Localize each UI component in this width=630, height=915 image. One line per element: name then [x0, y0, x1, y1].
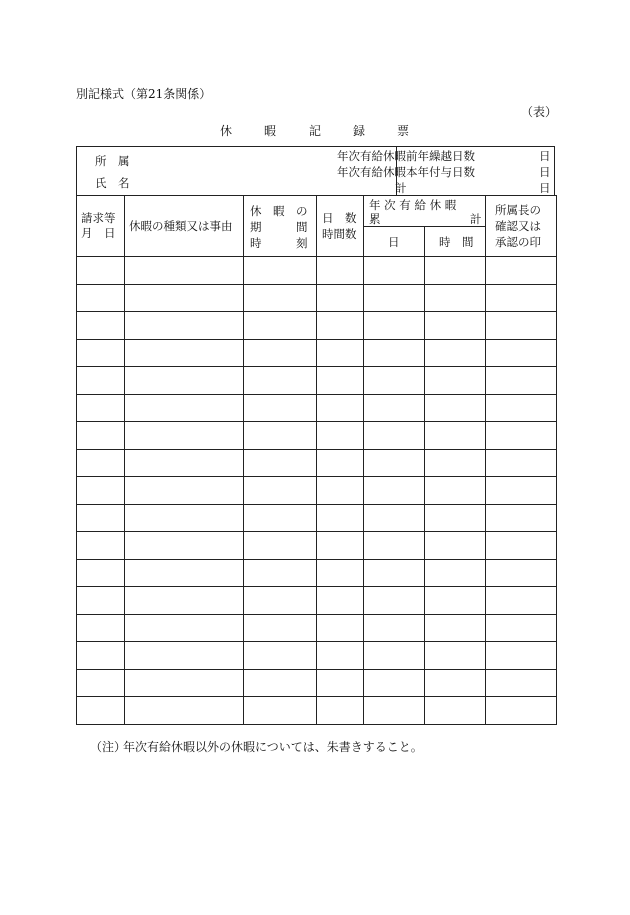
entry-cell[interactable] — [125, 339, 244, 367]
header-text: 承認の印 — [495, 235, 541, 249]
entry-cell[interactable] — [425, 559, 486, 587]
entry-cell[interactable] — [317, 422, 364, 450]
entry-cell[interactable] — [125, 477, 244, 505]
header-text: 月 日 — [81, 226, 116, 240]
header-row-1 — [77, 196, 557, 227]
sub-day-header — [364, 227, 425, 257]
entry-cell[interactable] — [486, 284, 557, 312]
title-char: 録 — [353, 124, 366, 138]
table-row — [77, 394, 557, 422]
entry-cell[interactable] — [486, 339, 557, 367]
entry-cell[interactable] — [244, 394, 317, 422]
entry-cell[interactable] — [244, 257, 317, 285]
header-text: 時 刻 — [250, 236, 308, 250]
table-row — [77, 587, 557, 615]
entry-cell[interactable] — [125, 367, 244, 395]
entry-cell[interactable] — [77, 257, 125, 285]
entry-cell[interactable] — [425, 642, 486, 670]
entry-cell[interactable] — [364, 394, 425, 422]
header-text: 休 暇 の — [250, 204, 308, 218]
sub-hours-header — [425, 227, 486, 257]
table-row — [77, 312, 557, 340]
entry-cell[interactable] — [317, 394, 364, 422]
entry-cell[interactable] — [486, 449, 557, 477]
form-reference: 別記様式（第21条関係） — [76, 87, 212, 101]
entry-cell[interactable] — [364, 339, 425, 367]
entry-cell[interactable] — [317, 669, 364, 697]
entry-cell[interactable] — [125, 394, 244, 422]
entry-cell[interactable] — [364, 312, 425, 340]
entry-cell[interactable] — [125, 532, 244, 560]
col-leave-type-header — [125, 196, 244, 257]
total-unit: 日 — [539, 181, 551, 195]
table-row — [77, 339, 557, 367]
entry-cell[interactable] — [317, 697, 364, 725]
entry-cell[interactable] — [425, 669, 486, 697]
entry-cell[interactable] — [125, 697, 244, 725]
entry-cell[interactable] — [77, 312, 125, 340]
col-period-header — [244, 196, 317, 257]
entry-cell[interactable] — [244, 587, 317, 615]
header-text: 確認又は — [495, 219, 541, 233]
entry-cell[interactable] — [364, 367, 425, 395]
entry-cell[interactable] — [425, 284, 486, 312]
table-row — [77, 532, 557, 560]
entry-cell[interactable] — [244, 504, 317, 532]
table-row — [77, 642, 557, 670]
entry-cell[interactable] — [125, 559, 244, 587]
entry-cell[interactable] — [364, 284, 425, 312]
entry-cell[interactable] — [425, 614, 486, 642]
entry-cell[interactable] — [486, 587, 557, 615]
entry-cell[interactable] — [77, 394, 125, 422]
entry-cell[interactable] — [425, 477, 486, 505]
entry-cell[interactable] — [77, 559, 125, 587]
entry-cell[interactable] — [317, 614, 364, 642]
entry-cell[interactable] — [486, 504, 557, 532]
header-text: 所属長の — [495, 203, 541, 217]
entry-cell[interactable] — [364, 614, 425, 642]
entry-cell[interactable] — [317, 642, 364, 670]
col-days-header — [317, 196, 364, 257]
entry-cell[interactable] — [486, 422, 557, 450]
entry-cell[interactable] — [364, 504, 425, 532]
entry-cell[interactable] — [486, 394, 557, 422]
entry-cell[interactable] — [77, 422, 125, 450]
header-text: 休暇の種類又は事由 — [129, 219, 233, 233]
entry-cell[interactable] — [77, 339, 125, 367]
entry-cell[interactable] — [244, 532, 317, 560]
entry-cell[interactable] — [244, 669, 317, 697]
title-char: 票 — [397, 124, 410, 138]
entry-cell[interactable] — [317, 284, 364, 312]
entry-cell[interactable] — [486, 532, 557, 560]
total-label: 計 — [395, 181, 407, 195]
entry-cell[interactable] — [364, 642, 425, 670]
title-char: 記 — [309, 124, 322, 138]
entry-cell[interactable] — [77, 477, 125, 505]
table-row — [77, 367, 557, 395]
table-row — [77, 697, 557, 725]
entry-cell[interactable] — [125, 587, 244, 615]
header-text: 時 間 — [439, 235, 474, 249]
table-row — [77, 477, 557, 505]
entry-cell[interactable] — [317, 312, 364, 340]
note-text: 年次有給休暇以外の休暇については、朱書きすること。 — [123, 740, 423, 754]
carryover-label: 年次有給休暇前年繰越日数 — [337, 149, 475, 163]
entry-cell[interactable] — [77, 284, 125, 312]
title-char: 暇 — [264, 124, 277, 138]
entry-cell[interactable] — [486, 367, 557, 395]
entry-cell[interactable] — [77, 532, 125, 560]
entry-cell[interactable] — [317, 477, 364, 505]
entry-cell[interactable] — [125, 284, 244, 312]
entry-cell[interactable] — [425, 394, 486, 422]
entry-cell[interactable] — [244, 697, 317, 725]
entry-cell[interactable] — [486, 477, 557, 505]
carryover-unit: 日 — [539, 149, 551, 163]
entry-cell[interactable] — [425, 257, 486, 285]
table-row — [77, 449, 557, 477]
table-row — [77, 559, 557, 587]
entry-cell[interactable] — [125, 642, 244, 670]
header-text: 請求等 — [81, 211, 116, 225]
entry-cell[interactable] — [244, 367, 317, 395]
entry-cell[interactable] — [364, 257, 425, 285]
entry-cell[interactable] — [486, 257, 557, 285]
entry-cell[interactable] — [77, 504, 125, 532]
entry-cell[interactable] — [364, 559, 425, 587]
entry-cell[interactable] — [125, 422, 244, 450]
table-row — [77, 284, 557, 312]
col-approval-header — [486, 196, 557, 257]
entry-cell[interactable] — [317, 532, 364, 560]
entry-cell[interactable] — [77, 587, 125, 615]
table-row — [77, 614, 557, 642]
entry-cell[interactable] — [244, 477, 317, 505]
header-text: 日 — [388, 235, 400, 249]
entry-cell[interactable] — [77, 449, 125, 477]
current-grant-label: 年次有給休暇本年付与日数 — [337, 165, 475, 179]
entry-cell[interactable] — [364, 532, 425, 560]
entry-cell[interactable] — [244, 284, 317, 312]
entry-cell[interactable] — [77, 669, 125, 697]
entry-cell[interactable] — [125, 614, 244, 642]
entry-cell[interactable] — [244, 614, 317, 642]
entry-cell[interactable] — [364, 449, 425, 477]
affiliation-label: 所 属 — [95, 154, 130, 168]
entry-cell[interactable] — [486, 559, 557, 587]
entry-cell[interactable] — [125, 669, 244, 697]
entry-cell[interactable] — [317, 257, 364, 285]
entry-cell[interactable] — [77, 614, 125, 642]
entry-cell[interactable] — [125, 312, 244, 340]
side-label: （表） — [521, 105, 558, 119]
entry-cell[interactable] — [317, 559, 364, 587]
entry-cell[interactable] — [317, 587, 364, 615]
entry-cell[interactable] — [317, 367, 364, 395]
entry-cell[interactable] — [364, 422, 425, 450]
header-text: 累 — [369, 212, 381, 226]
note-label: （注） — [90, 740, 127, 754]
entry-cell[interactable] — [77, 697, 125, 725]
entry-cell[interactable] — [486, 312, 557, 340]
entry-cell[interactable] — [425, 697, 486, 725]
entry-cell[interactable] — [486, 697, 557, 725]
header-text: 計 — [470, 212, 482, 226]
table-row — [77, 257, 557, 285]
entry-cell[interactable] — [425, 504, 486, 532]
entry-cell[interactable] — [425, 339, 486, 367]
entry-cell[interactable] — [486, 642, 557, 670]
entry-cell[interactable] — [77, 367, 125, 395]
table-row — [77, 422, 557, 450]
entry-cell[interactable] — [364, 669, 425, 697]
entry-cell[interactable] — [425, 367, 486, 395]
entry-cell[interactable] — [486, 614, 557, 642]
entry-cell[interactable] — [486, 669, 557, 697]
entry-cell[interactable] — [425, 532, 486, 560]
entry-cell[interactable] — [364, 477, 425, 505]
leave-record-table — [76, 195, 557, 725]
name-label: 氏 名 — [95, 176, 130, 190]
entry-cell[interactable] — [244, 559, 317, 587]
col-request-date-header — [77, 196, 125, 257]
form-header-box — [76, 146, 555, 196]
current-grant-unit: 日 — [539, 165, 551, 179]
entry-cell[interactable] — [244, 422, 317, 450]
entry-cell[interactable] — [317, 504, 364, 532]
entry-cell[interactable] — [125, 449, 244, 477]
header-text: 日 数 — [322, 211, 357, 225]
header-text: 年 次 有 給 休 暇 — [369, 198, 457, 212]
entry-cell[interactable] — [77, 642, 125, 670]
entry-cell[interactable] — [317, 339, 364, 367]
entry-cell[interactable] — [425, 312, 486, 340]
table-row — [77, 669, 557, 697]
entry-cell[interactable] — [244, 339, 317, 367]
col-cumulative-header — [364, 196, 486, 227]
header-text: 期 間 — [250, 220, 308, 234]
entry-cell[interactable] — [364, 587, 425, 615]
entry-cell[interactable] — [425, 449, 486, 477]
header-text: 時間数 — [322, 227, 357, 241]
entry-cell[interactable] — [244, 312, 317, 340]
entry-cell[interactable] — [317, 449, 364, 477]
entry-cell[interactable] — [244, 642, 317, 670]
table-row — [77, 504, 557, 532]
entry-cell[interactable] — [244, 449, 317, 477]
entry-cell[interactable] — [425, 587, 486, 615]
entry-cell[interactable] — [425, 422, 486, 450]
title-char: 休 — [220, 124, 233, 138]
entry-cell[interactable] — [125, 504, 244, 532]
entry-cell[interactable] — [364, 697, 425, 725]
entry-cell[interactable] — [125, 257, 244, 285]
